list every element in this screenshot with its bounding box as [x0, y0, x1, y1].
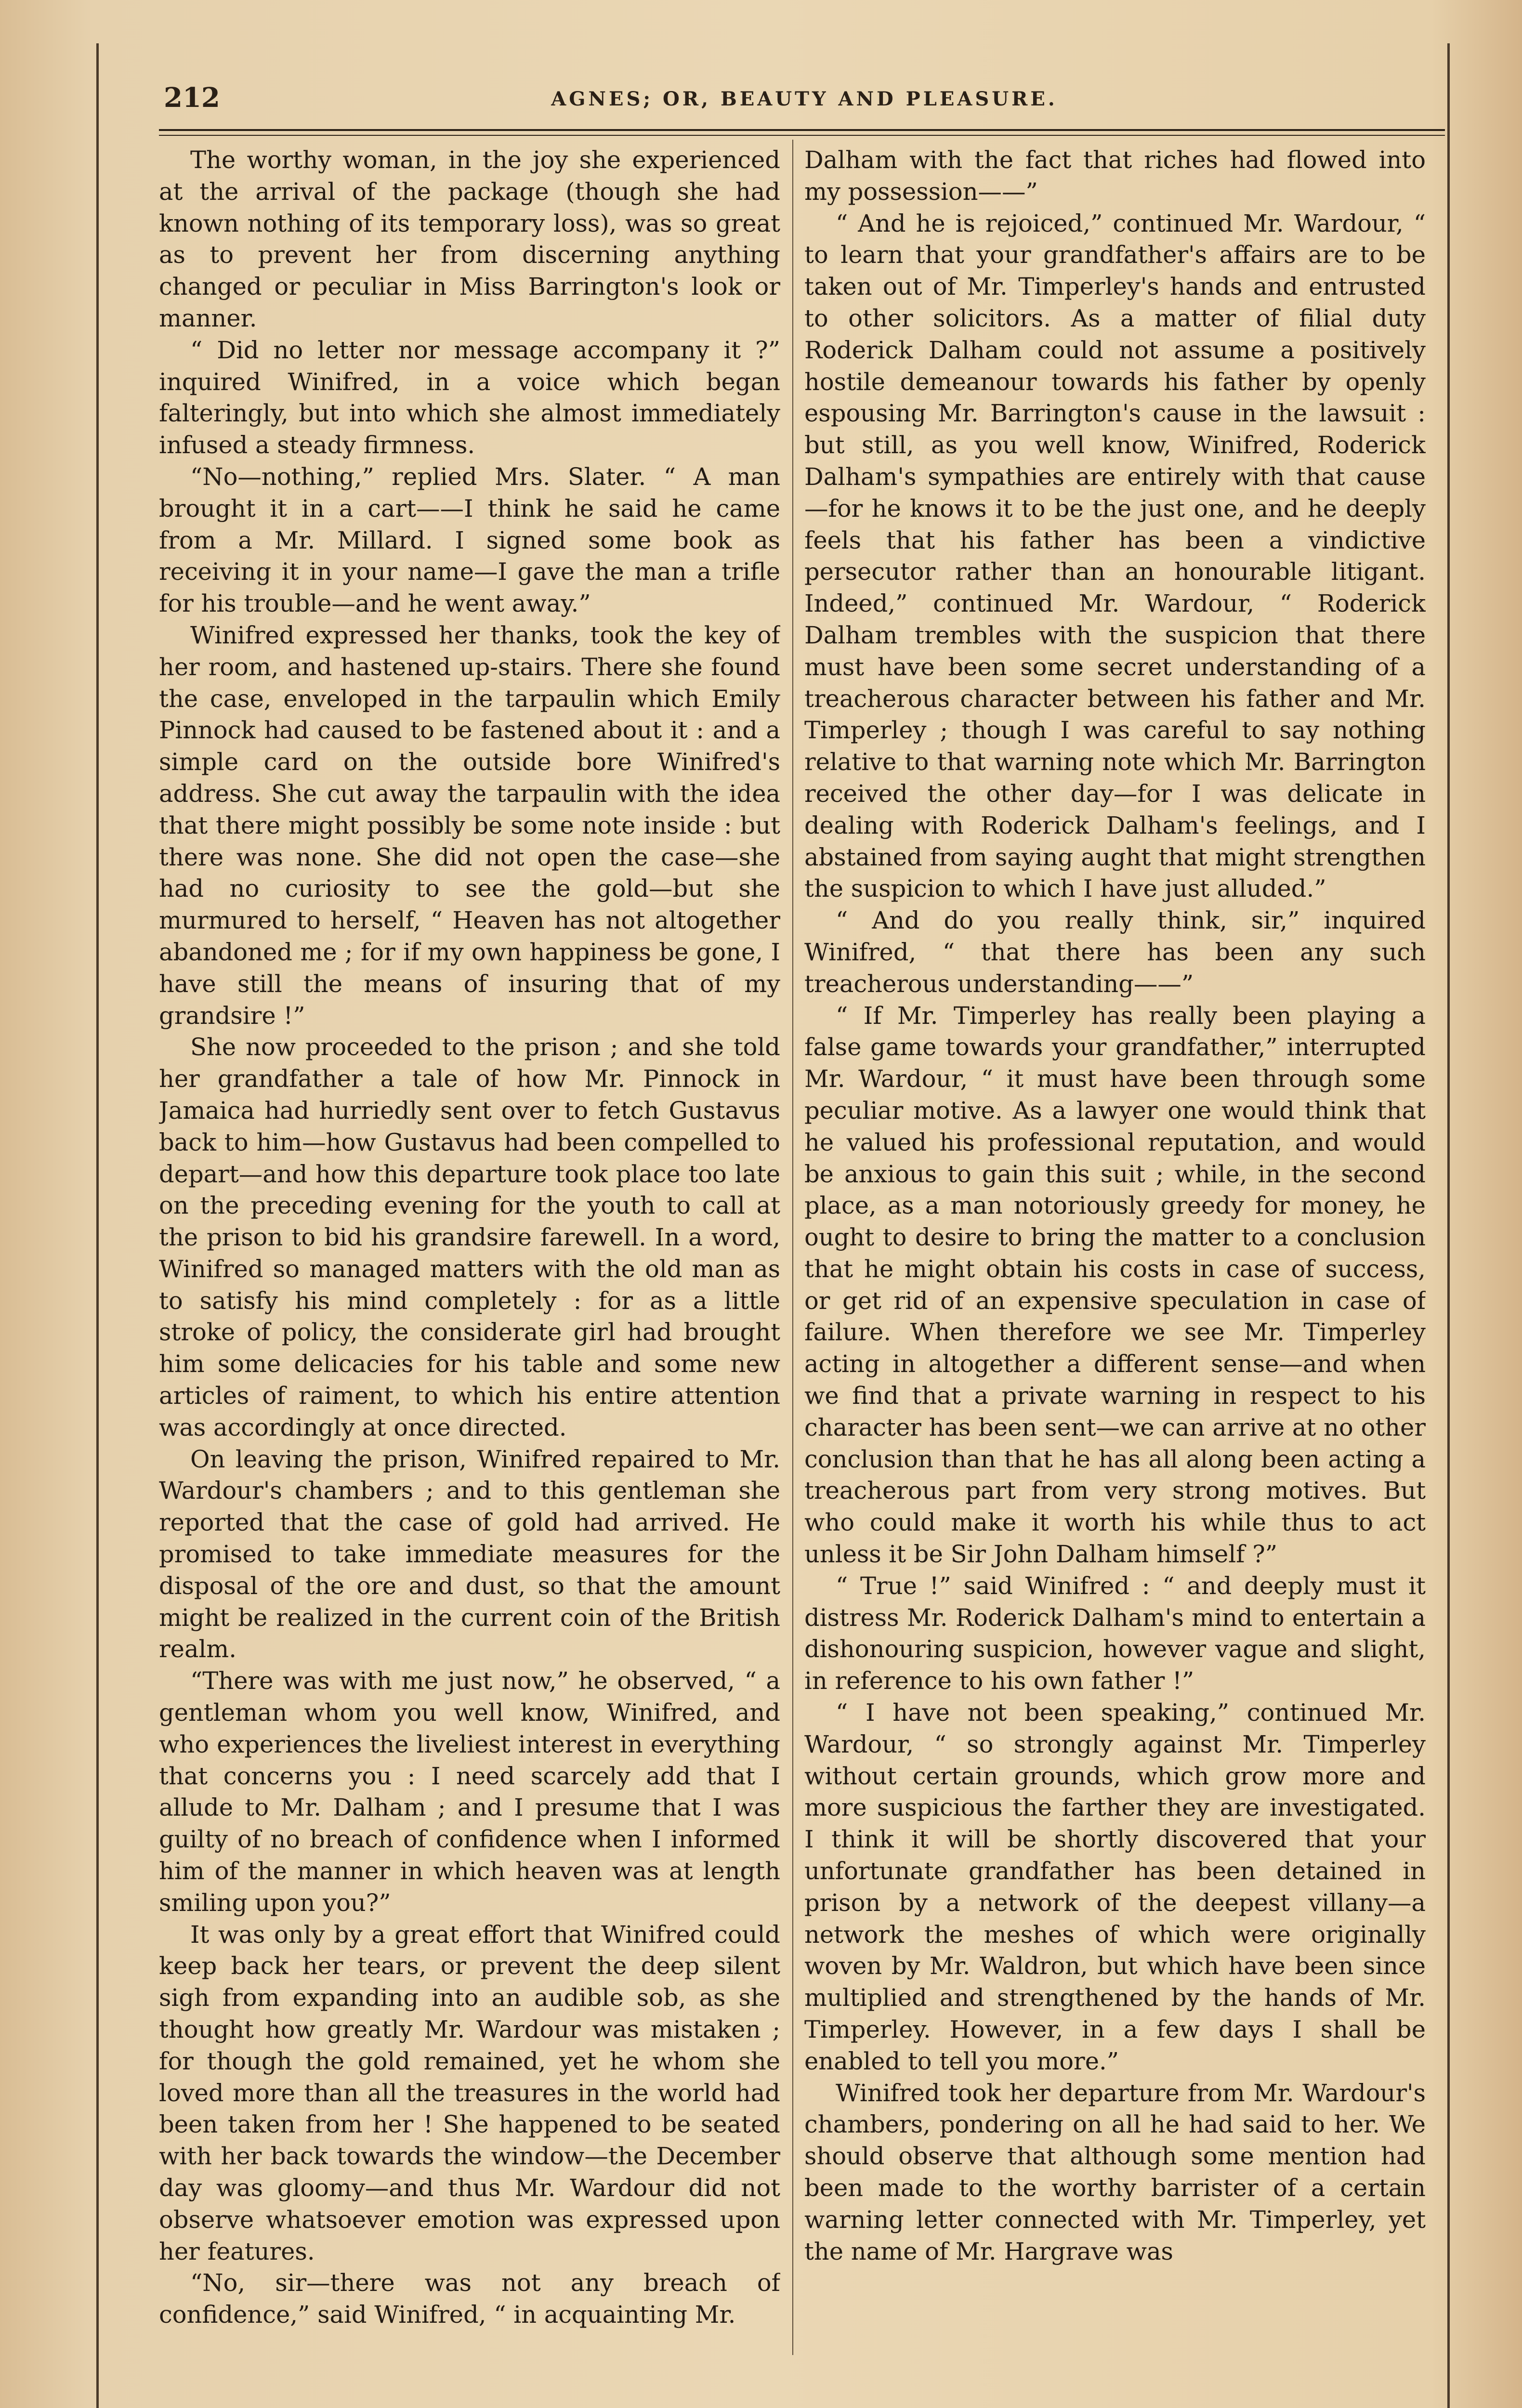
paragraph: Winifred took her departure from Mr. Wardour's chambers, pondering on all he had said to her. We should observe that although some mention had been made to the worthy barrister of a certain warning letter connected with Mr. Timperley, yet the name of Mr. Hargrave was: [804, 2079, 1426, 2265]
right-column: [804, 144, 1426, 2345]
running-title: AGNES; OR, BEAUTY AND PLEASURE.: [551, 88, 1058, 110]
paragraph: “ Did no letter nor message accompany it ?” inquired Winifred, in a voice which began falteringly, but into which she almost immediately infused a steady firmness.: [159, 336, 780, 459]
paragraph: On leaving the prison, Winifred repaired to Mr. Wardour's chambers ; and to this gentleman she reported that the case of gold had arrived. He promised to take immediate measures for the disposal of the ore and dust, so that the amount might be realized in the current coin of the British realm.: [159, 1445, 780, 1663]
paragraph: “There was with me just now,” he observed, “ a gentleman whom you well know, Winifred, and who experiences the liveliest interest in everything that concerns you : I need scarcely add that I allude to Mr. Dalham ; and I presume that I was guilty of no breach of confidence when I informed him of the manner in which heaven was at length smiling upon you?”: [159, 1667, 780, 1917]
paragraph: “No, sir—there was not any breach of confidence,” said Winifred, “ in acquainting Mr.: [159, 2269, 780, 2329]
page-number: 212: [164, 82, 220, 114]
paragraph: “ I have not been speaking,” continued Mr. Wardour, “ so strongly against Mr. Timperley without certain grounds, which grow more and more suspicious the farther they are investigated. I think it will be shortly discovered that your unfortunate grandfather has been detained in prison by a network of the deepest villany—a network the meshes of which were originally woven by Mr. Waldron, but which have been since multiplied and strengthened by the hands of Mr. Timperley. However, in a few days I shall be enabled to tell you more.”: [804, 1699, 1426, 2075]
page-header: [164, 82, 1445, 125]
column-divider: [792, 140, 793, 2355]
left-column: [159, 144, 780, 2345]
paragraph: Winifred expressed her thanks, took the key of her room, and hastened up-stairs. There she found the case, enveloped in the tarpaulin which Emily Pinnock had caused to be fastened about it : and a simple card on the outside bore Winifred's address. She cut away the tarpaulin with the idea that there might possibly be some note inside : but there was none. She did not open the case—she had no curiosity to see the gold—but she murmured to herself, “ Heaven has not altogether abandoned me ; for if my own happiness be gone, I have still the means of insuring that of my grandsire !”: [159, 621, 780, 1030]
paragraph: “No—nothing,” replied Mrs. Slater. “ A man brought it in a cart——I think he said he came from a Mr. Millard. I signed some book as receiving it in your name—I gave the man a trifle for his trouble—and he went away.”: [159, 462, 780, 618]
paragraph-continued: Dalham with the fact that riches had flowed into my possession——”: [804, 146, 1426, 206]
paragraph: It was only by a great effort that Winifred could keep back her tears, or prevent the deep silent sigh from expanding into an audible sob, as she thought how greatly Mr. Wardour was mistaken ; for though the gold remained, yet he whom she loved more than all the treasures in the world had been taken from her ! She happened to be seated with her back towards the window—the December day was gloomy—and thus Mr. Wardour did not observe whatsoever emotion was expressed upon her features.: [159, 1920, 780, 2265]
paragraph: “ And he is rejoiced,” continued Mr. Wardour, “ to learn that your grandfather's affairs are to be taken out of Mr. Timperley's hands and entrusted to other solicitors. As a matter of filial duty Roderick Dalham could not assume a positively hostile demeanour towards his father by openly espousing Mr. Barrington's cause in the lawsuit : but still, as you well know, Winifred, Roderick Dalham's sympathies are entirely with that cause—for he knows it to be the just one, and he deeply feels that his father has been a vindictive persecutor rather than an honourable litigant. Indeed,” continued Mr. Wardour, “ Roderick Dalham trembles with the suspicion that there must have been some secret understanding of a treacherous character between his father and Mr. Timperley ; though I was careful to say nothing relative to that warning note which Mr. Barrington received the other day—for I was delicate in dealing with Roderick Dalham's feelings, and I abstained from saying aught that might strengthen the suspicion to which I have just alluded.”: [804, 209, 1426, 903]
header-rule: [159, 129, 1445, 131]
paragraph: “ If Mr. Timperley has really been playing a false game towards your grandfather,” interrupted Mr. Wardour, “ it must have been through some peculiar motive. As a lawyer one would think that he valued his professional reputation, and would be anxious to gain this suit ; while, in the second place, as a man notoriously greedy for money, he ought to desire to bring the matter to a conclusion that he might obtain his costs in case of success, or get rid of an expensive speculation in case of failure. When therefore we see Mr. Timperley acting in altogether a different sense—and when we find that a private warning in respect to his character has been sent—we can arrive at no other conclusion than that he has all along been acting a treacherous part from very strong motives. But who could make it worth his while thus to act unless it be Sir John Dalham himself ?”: [804, 1001, 1426, 1569]
paragraph: She now proceeded to the prison ; and she told her grandfather a tale of how Mr. Pinnock in Jamaica had hurriedly sent over to fetch Gustavus back to him—how Gustavus had been compelled to depart—and how this departure took place too late on the preceding evening for the youth to call at the prison to bid his grandsire farewell. In a word, Winifred so managed matters with the old man as to satisfy his mind completely : for as a little stroke of policy, the considerate girl had brought him some delicacies for his table and some new articles of raiment, to which his entire attention was accordingly at once directed.: [159, 1033, 780, 1441]
header-rule-thin: [159, 135, 1445, 136]
paragraph: “ And do you really think, sir,” inquired Winifred, “ that there has been any such treacherous understanding——”: [804, 906, 1426, 998]
paragraph: “ True !” said Winifred : “ and deeply must it distress Mr. Roderick Dalham's mind to entertain a dishonouring suspicion, however vague and slight, in reference to his own father !”: [804, 1571, 1426, 1695]
paragraph: The worthy woman, in the joy she experienced at the arrival of the package (though she had known nothing of its temporary loss), was so great as to prevent her from discerning anything changed or peculiar in Miss Barrington's look or manner.: [159, 146, 780, 332]
